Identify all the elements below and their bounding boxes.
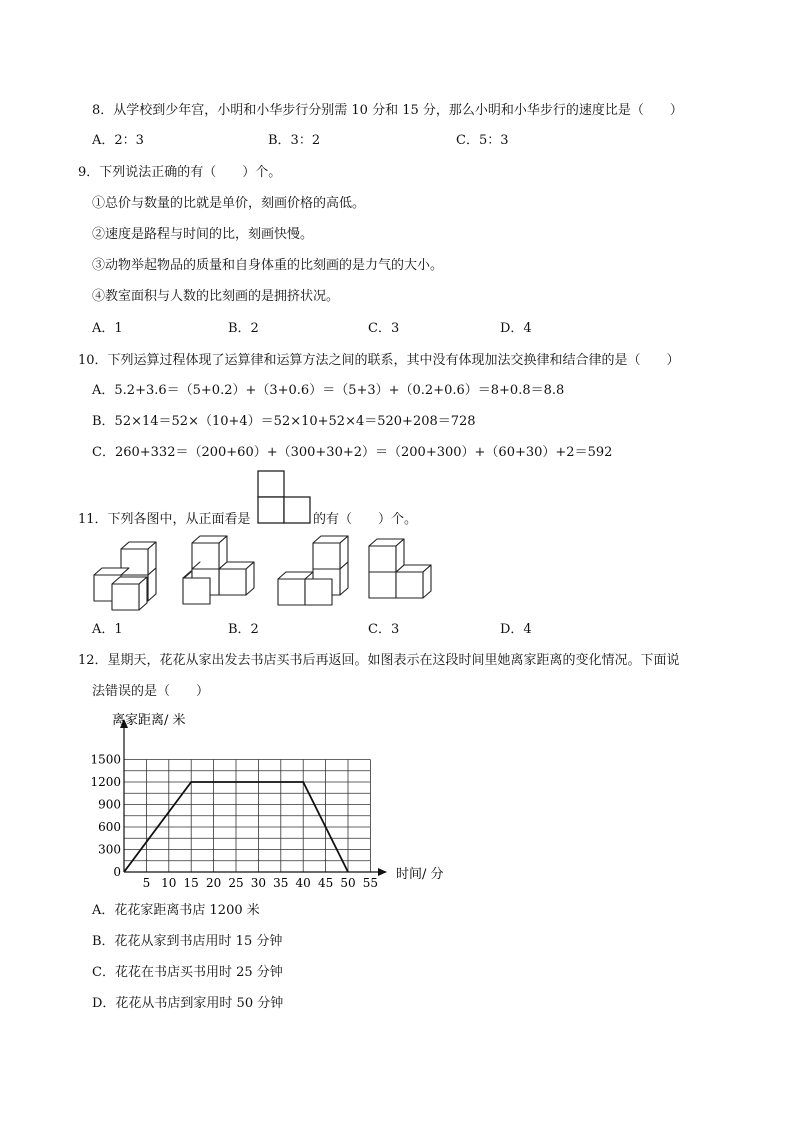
q8-option-c: C．5：3 [456, 133, 509, 148]
q8-stem: 8．从学校到少年宫，小明和小华步行分别需 10 分和 15 分，那么小明和小华步行的速度比是（ ） [92, 103, 683, 118]
front-view-shape [257, 470, 313, 525]
x-axis-label: 时间/ 分 [396, 867, 444, 882]
q12-stem-line1: 12．星期天，花花从家出发去书店买书后再返回。如图表示在这段时间里她离家距离的变化情况。下面说 [78, 653, 680, 668]
x-tick-label: 55 [362, 876, 379, 890]
q9-option-a: A．1 [92, 321, 123, 336]
q9-option-b: B．2 [228, 321, 259, 336]
q9-statement-3: ③动物举起物品的质量和自身体重的比刻画的是力气的大小。 [92, 258, 444, 273]
y-tick-label: 900 [98, 797, 121, 812]
q10-option-a: A．5.2+3.6＝（5+0.2）+（3+0.6）＝（5+3）+（0.2+0.6）＝8+0.8＝8.8 [92, 383, 565, 398]
x-tick-label: 25 [228, 876, 244, 890]
q12-option-a: A．花花家距离书店 1200 米 [92, 903, 260, 918]
cube-figure-4 [369, 539, 431, 598]
x-tick-label: 40 [295, 876, 311, 890]
front-view-bottom-right-square [284, 497, 310, 523]
q9-stem: 9．下列说法正确的有（ ）个。 [78, 165, 282, 180]
q12-option-d: D．花花从书店到家用时 50 分钟 [92, 996, 284, 1011]
y-tick-label: 0 [113, 865, 121, 879]
chart-grid [124, 760, 370, 873]
x-tick-label: 15 [183, 876, 199, 890]
cube-figure-3 [278, 536, 348, 605]
cube-figure-2 [183, 536, 254, 604]
distance-time-chart [90, 708, 470, 890]
q11-stem-after: 的有（ ）个。 [313, 512, 418, 527]
q11-option-d: D．4 [500, 622, 532, 637]
front-view-bottom-left-square [258, 497, 284, 523]
q9-statement-1: ①总价与数量的比就是单价，刻画价格的高低。 [92, 196, 366, 211]
q11-option-a: A．1 [92, 622, 123, 637]
front-view-top-square [258, 471, 284, 497]
y-tick-label: 1500 [90, 752, 121, 767]
y-axis-label: 离家距离/ 米 [112, 713, 186, 728]
q12-stem-line2: 法错误的是（ ） [92, 684, 210, 699]
x-tick-label: 50 [340, 876, 356, 890]
x-tick-label: 10 [161, 876, 177, 890]
y-tick-label: 1200 [90, 775, 121, 789]
chart-axes [120, 719, 387, 876]
x-tick-label: 5 [142, 876, 151, 890]
q11-option-c: C．3 [368, 622, 400, 637]
q11-cube-figures [92, 534, 442, 612]
x-tick-label: 35 [273, 876, 289, 890]
y-tick-label: 600 [98, 820, 121, 834]
q12-option-b: B．花花从家到书店用时 15 分钟 [92, 934, 283, 949]
y-tick-label: 300 [98, 842, 121, 857]
q8-option-a: A．2：3 [92, 133, 144, 148]
q11-stem-before: 11．下列各图中，从正面看是 [78, 512, 251, 527]
q10-option-b: B．52×14＝52×（10+4）＝52×10+52×4＝520+208＝728 [92, 414, 476, 429]
chart-tick-labels [90, 753, 378, 891]
q8-option-b: B．3：2 [268, 133, 321, 148]
q10-stem: 10．下列运算过程体现了运算律和运算方法之间的联系，其中没有体现加法交换律和结合律的是（ ） [78, 353, 680, 368]
q12-option-c: C．花花在书店买书用时 25 分钟 [92, 965, 283, 980]
x-tick-label: 45 [317, 876, 334, 890]
q10-option-c: C．260+332＝（200+60）+（300+30+2）＝（200+300）+（60+30）+2＝592 [92, 445, 613, 460]
q9-option-c: C．3 [368, 321, 400, 336]
cube-figure-1 [94, 542, 156, 610]
x-axis-arrow [378, 868, 387, 876]
q9-option-d: D．4 [500, 321, 532, 336]
x-tick-label: 20 [205, 876, 222, 890]
q9-statement-2: ②速度是路程与时间的比，刻画快慢。 [92, 227, 314, 242]
q11-option-b: B．2 [228, 622, 259, 637]
x-tick-label: 30 [250, 876, 267, 890]
q9-statement-4: ④教室面积与人数的比刻画的是拥挤状况。 [92, 289, 340, 304]
